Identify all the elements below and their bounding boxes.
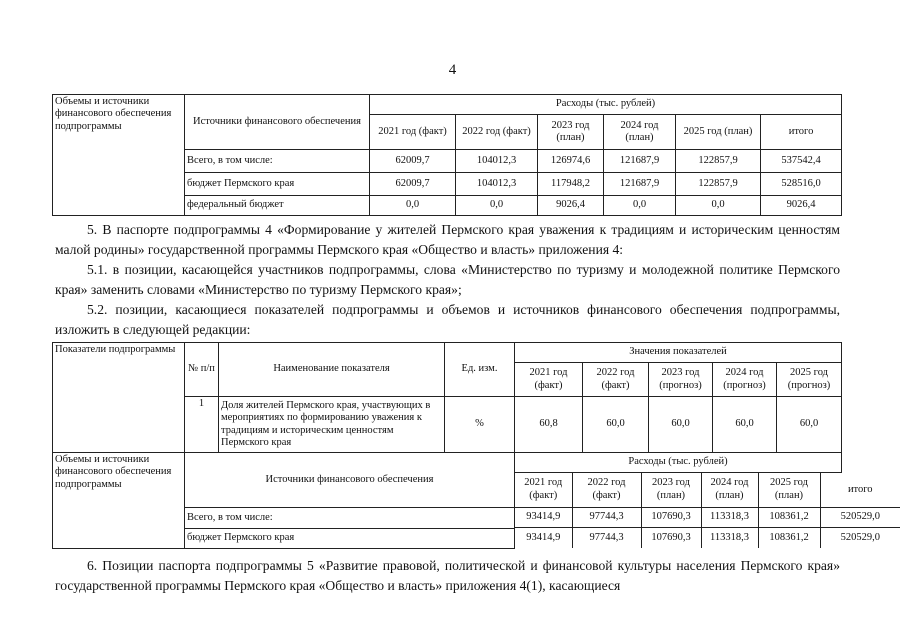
indicator-name: Доля жителей Пермского края, участвующих в мероприятиях по формированию уважения к традициям и историческим ценностям Пермского края — [219, 397, 445, 453]
paragraph-6: 6. Позиции паспорта подпрограммы 5 «Развитие правовой, политической и финансовой культуры населения Пермского края» государственной программы Пермского края «Общество и власть» приложения 4(1), касающиеся — [55, 558, 840, 593]
cell-value: 0,0 — [370, 196, 456, 216]
unit-header: Ед. изм. — [445, 343, 515, 397]
expenses-header: Расходы (тыс. рублей) — [515, 453, 842, 473]
cell-value: 93414,9 — [515, 508, 572, 528]
year-header: 2023 год (план) — [538, 115, 604, 150]
cell-value: 121687,9 — [604, 150, 676, 173]
cell-value: 97744,3 — [572, 528, 641, 548]
cell-value: 537542,4 — [761, 150, 842, 173]
year-header: 2024 год (прогноз) — [713, 363, 777, 397]
row-label: бюджет Пермского края — [185, 528, 515, 548]
sources-header: Источники финансового обеспечения — [185, 453, 515, 508]
page-number: 4 — [448, 62, 457, 78]
cell-value: 122857,9 — [676, 173, 761, 196]
cell-value: 520529,0 — [820, 508, 900, 528]
cell-value: 528516,0 — [761, 173, 842, 196]
num-header: № п/п — [185, 343, 219, 397]
year-header: 2022 год (факт) — [583, 363, 649, 397]
cell-value: 60,0 — [777, 397, 842, 453]
section-label: Объемы и источники финансового обеспечения подпрограммы — [53, 95, 185, 216]
year-header: 2024 год (план) — [701, 473, 758, 507]
cell-value: 121687,9 — [604, 173, 676, 196]
year-header: 2025 год (план) — [758, 473, 820, 507]
row-label: Всего, в том числе: — [185, 508, 515, 529]
cell-value: 0,0 — [604, 196, 676, 216]
cell-value: 60,0 — [583, 397, 649, 453]
year-header: 2022 год (факт) — [572, 473, 641, 507]
row-label: бюджет Пермского края — [185, 173, 370, 196]
cell-value: 60,8 — [515, 397, 583, 453]
cell-value: 60,0 — [649, 397, 713, 453]
year-header: 2022 год (факт) — [456, 115, 538, 150]
indicator-unit: % — [445, 397, 515, 453]
cell-value: 108361,2 — [758, 528, 820, 548]
paragraph-5-2: 5.2. позиции, касающиеся показателей подпрограммы и объемов и источников финансового обеспечения подпрограммы, изложить в следующей редакции: — [55, 302, 840, 337]
cell-value: 9026,4 — [761, 196, 842, 216]
cell-value: 117948,2 — [538, 173, 604, 196]
sources-header: Источники финансового обеспечения — [185, 95, 370, 150]
cell-value: 60,0 — [713, 397, 777, 453]
financing-table-subprogram-3 — [52, 94, 842, 216]
section-label: Объемы и источники финансового обеспечения подпрограммы — [53, 453, 185, 549]
total-header: итого — [761, 115, 842, 150]
cell-value: 97744,3 — [572, 508, 641, 528]
cell-value: 113318,3 — [701, 528, 758, 548]
row-label: федеральный бюджет — [185, 196, 370, 216]
year-header: 2025 год (прогноз) — [777, 363, 842, 397]
cell-value: 126974,6 — [538, 150, 604, 173]
paragraph-5-1: 5.1. в позиции, касающейся участников подпрограммы, слова «Министерство по туризму и молодежной политике Пермского края» заменить словами «Министерство по туризму Пермского края»; — [55, 262, 840, 297]
cell-value: 520529,0 — [820, 528, 900, 548]
cell-value: 9026,4 — [538, 196, 604, 216]
year-header: 2023 год (план) — [641, 473, 701, 507]
cell-value: 62009,7 — [370, 173, 456, 196]
year-header: 2024 год (план) — [604, 115, 676, 150]
cell-value: 113318,3 — [701, 508, 758, 528]
year-header: 2021 год (факт) — [515, 473, 572, 507]
cell-value: 122857,9 — [676, 150, 761, 173]
indicators-label: Показатели подпрограммы — [53, 343, 185, 453]
year-header: 2021 год (факт) — [370, 115, 456, 150]
cell-value: 0,0 — [676, 196, 761, 216]
year-header: 2021 год (факт) — [515, 363, 583, 397]
cell-value: 107690,3 — [641, 528, 701, 548]
cell-value: 108361,2 — [758, 508, 820, 528]
cell-value: 104012,3 — [456, 173, 538, 196]
values-header: Значения показателей — [515, 343, 842, 363]
paragraph-5: 5. В паспорте подпрограммы 4 «Формирование у жителей Пермского края уважения к традициям и историческим ценностям малой родины» государственной программы Пермского края «Общество и власть» приложения 4: — [55, 222, 840, 257]
cell-value: 62009,7 — [370, 150, 456, 173]
total-header: итого — [820, 473, 900, 507]
row-label: Всего, в том числе: — [185, 150, 370, 173]
year-header: 2025 год (план) — [676, 115, 761, 150]
indicator-num: 1 — [185, 397, 219, 453]
cell-value: 104012,3 — [456, 150, 538, 173]
name-header: Наименование показателя — [219, 343, 445, 397]
expenses-header: Расходы (тыс. рублей) — [370, 95, 842, 115]
year-header: 2023 год (прогноз) — [649, 363, 713, 397]
cell-value: 107690,3 — [641, 508, 701, 528]
cell-value: 0,0 — [456, 196, 538, 216]
cell-value: 93414,9 — [515, 528, 572, 548]
indicators-financing-table-subprogram-4 — [52, 342, 880, 549]
